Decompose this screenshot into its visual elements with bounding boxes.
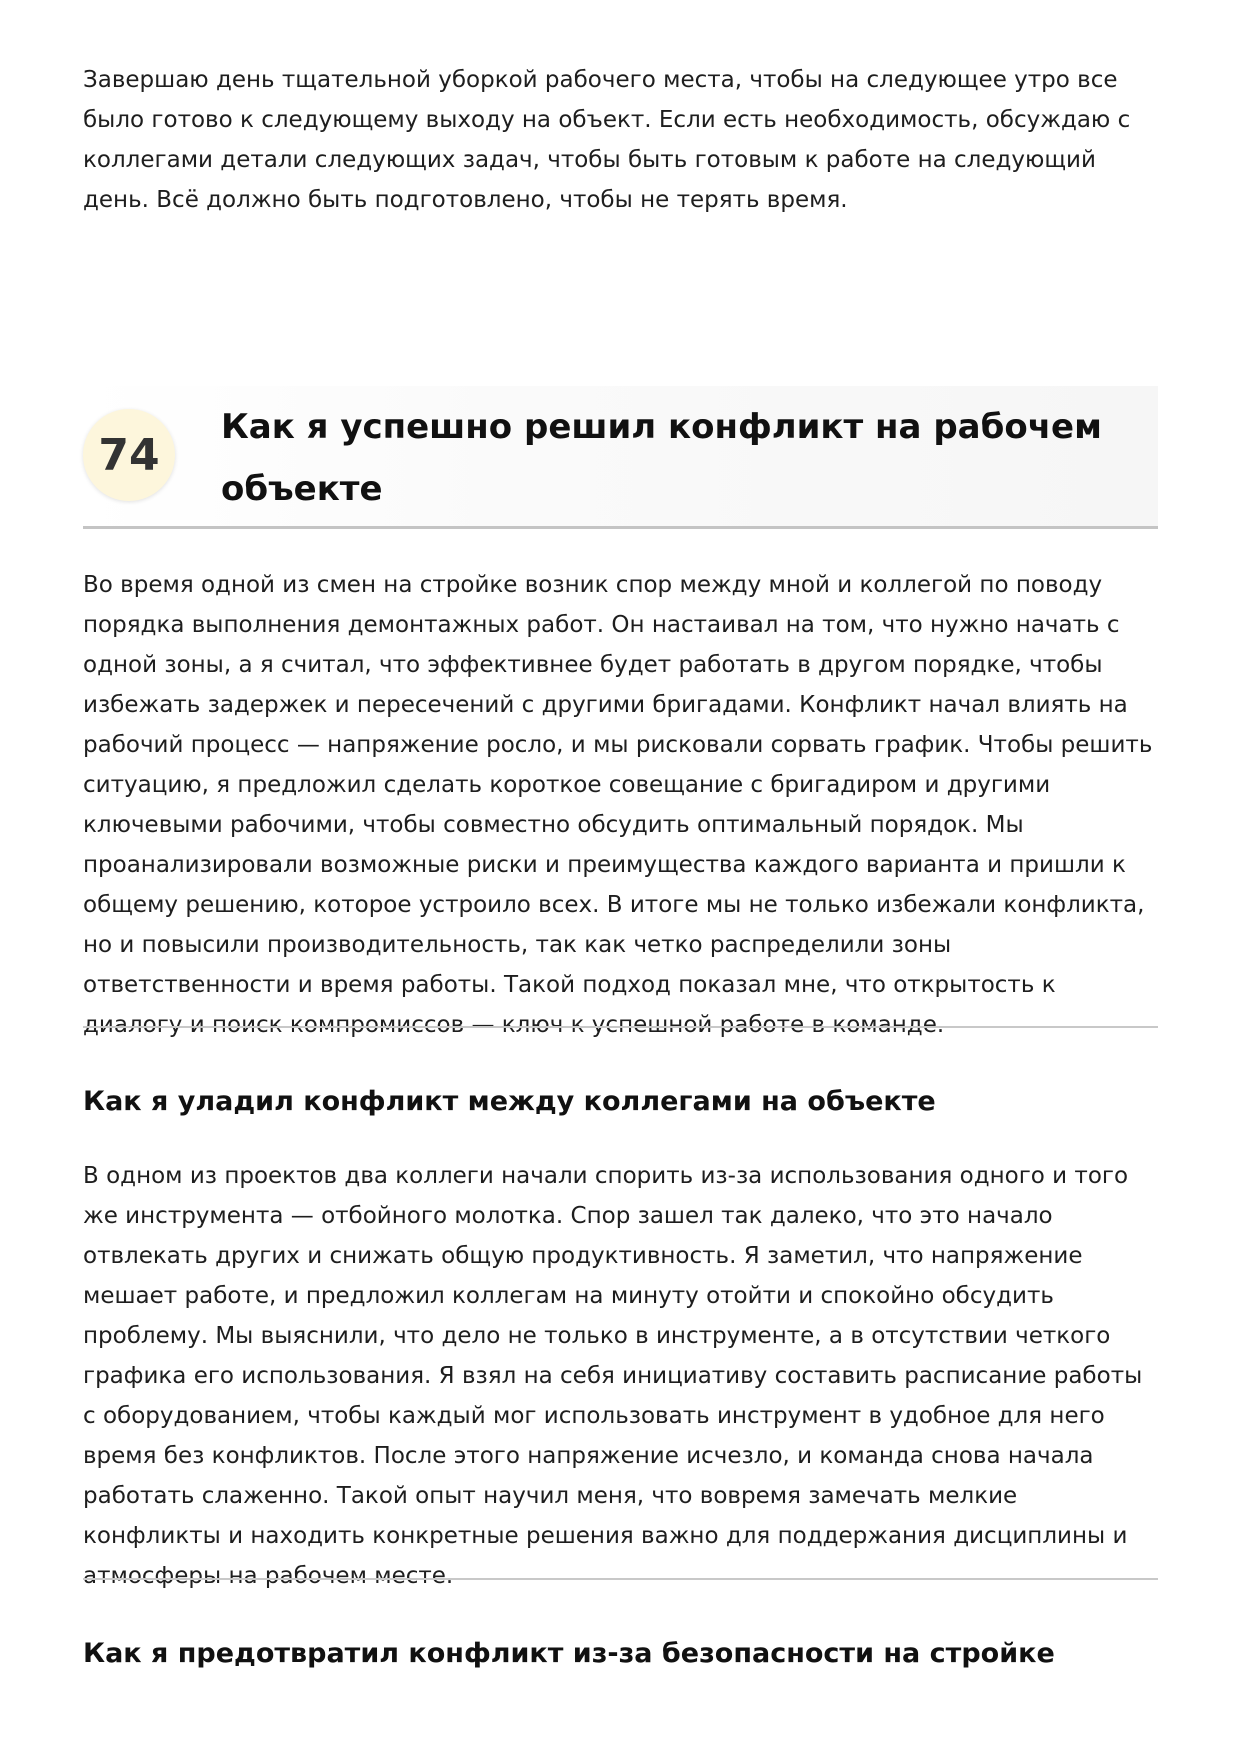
subsection-title-2: Как я предотвратил конфликт из-за безопасности на стройке	[83, 1638, 1055, 1669]
subsection-body-1: В одном из проектов два коллеги начали спорить из-за использования одного и того же инструмента — отбойного молотка. Спор зашел так далеко, что это начало отвлекать других и снижать общую продуктивность. Я заметил, что напряжение мешает работе, и предложил коллегам на минуту отойти и спокойно обсудить проблему. Мы выяснили, что дело не только в инструменте, а в отсутствии четкого графика его использования. Я взял на себя инициативу составить расписание работы с оборудованием, чтобы каждый мог использовать инструмент в удобное для него время без конфликтов. После этого напряжение исчезло, и команда снова начала работать слаженно. Такой опыт научил меня, что вовремя замечать мелкие конфликты и находить конкретные решения важно для поддержания дисциплины и атмосферы на рабочем месте.	[83, 1163, 1143, 1589]
section-body-paragraph: Во время одной из смен на стройке возник спор между мной и коллегой по поводу порядка выполнения демонтажных работ. Он настаивал на том, что нужно начать с одной зоны, а я считал, что эффективнее будет работать в другом порядке, чтобы избежать задержек и пересечений с другими бригадами. Конфликт начал влиять на рабочий процесс — напряжение росло, и мы рисковали сорвать график. Чтобы решить ситуацию, я предложил сделать короткое совещание с бригадиром и другими ключевыми рабочими, чтобы совместно обсудить оптимальный порядок. Мы проанализировали возможные риски и преимущества каждого варианта и пришли к общему решению, которое устроило всех. В итоге мы не только избежали конфликта, но и повысили производительность, так как четко распределили зоны ответственности и время работы. Такой подход показал мне, что открытость к диалогу и поиск компромиссов — ключ к успешной работе в команде.	[83, 572, 1153, 1038]
section-header	[83, 386, 1158, 529]
section-number-badge: 74	[83, 409, 175, 501]
divider	[83, 1026, 1158, 1028]
section-title: Как я успешно решил конфликт на рабочем объекте	[221, 407, 1102, 509]
subsection-title-1: Как я уладил конфликт между коллегами на объекте	[83, 1086, 936, 1117]
divider	[83, 1578, 1158, 1580]
intro-paragraph: Завершаю день тщательной уборкой рабочего места, чтобы на следующее утро все было готово к следующему выходу на объект. Если есть необходимость, обсуждаю с коллегами детали следующих задач, чтобы быть готовым к работе на следующий день. Всё должно быть подготовлено, чтобы не терять время.	[83, 67, 1131, 213]
